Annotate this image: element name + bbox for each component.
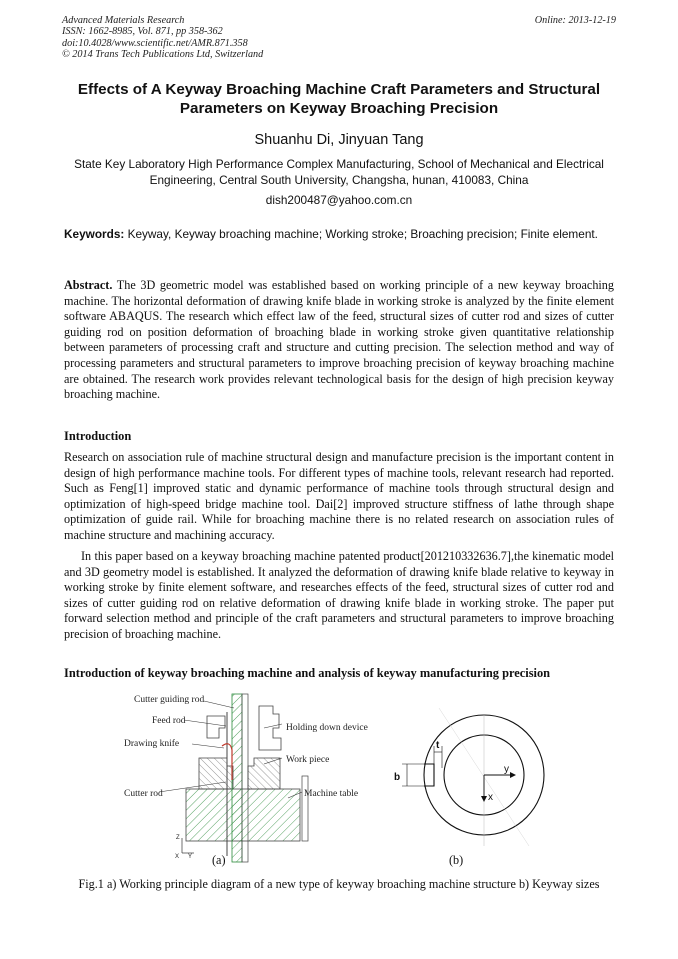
figure-1 [64, 686, 614, 871]
keywords [64, 227, 614, 242]
section-heading-machine: Introduction of keyway broaching machine and analysis of keyway manufacturing precision [64, 666, 551, 680]
affiliation: State Key Laboratory High Performance Complex Manufacturing, School of Mechanical and Electrical Engineering, Central South University, Changsha, hunan, 410083, China [74, 157, 604, 187]
work-piece-right [248, 758, 280, 789]
subcaption-b: (b) [449, 853, 464, 867]
cutter-guiding-rod-shape [232, 694, 242, 862]
label-cutter-guiding-rod: Cutter guiding rod [134, 695, 205, 705]
axis-label-y: Y [188, 854, 193, 860]
label-work-piece: Work piece [286, 755, 330, 765]
keywords-text: Keyway, Keyway broaching machine; Working stroke; Broaching precision; Finite element. [124, 227, 598, 241]
subcaption-a: (a) [212, 853, 226, 867]
holding-down-device-shape [259, 706, 281, 750]
introduction-paragraph-1: Research on association rule of machine structural design and manufacture precision is the important content in design of high performance machine tools. For different types of machine tools, relevant research had reported. Such as Feng[1] improved static and dynamic performance of machine tools through structural design and optimization of high-speed bridge machine tool. Dai[2] improved structure stiffness of lathe through shape optimization of guide rail. While for broaching machine there is no related research on association rules of machine structure and machining accuracy. [64, 450, 614, 542]
machine-table-shape [186, 789, 300, 841]
abstract-label: Abstract. [64, 278, 113, 292]
doi-line: doi:10.4028/www.scientific.net/AMR.871.358 [62, 37, 248, 49]
author-email: dish200487@yahoo.com.cn [265, 193, 413, 207]
authors: Shuanhu Di, Jinyuan Tang [254, 132, 424, 148]
work-piece-left [199, 758, 233, 789]
issn-line: ISSN: 1662-8985, Vol. 871, pp 358-362 [62, 26, 223, 38]
figure-1-drawing [64, 686, 614, 871]
label-t: t [436, 740, 440, 751]
label-b: b [394, 772, 401, 783]
label-cutter-rod: Cutter rod [124, 789, 163, 799]
axis-label-z: Z [176, 835, 180, 841]
abstract [64, 278, 614, 403]
label-x: x [488, 792, 493, 803]
label-drawing-knife: Drawing knife [124, 739, 180, 749]
axis-label-x: X [175, 854, 180, 860]
introduction-paragraph-2: In this paper based on a keyway broaching machine patented product[201210332636.7],the kinematic model and 3D geometry model is established. It analyzed the deformation of drawing knife blade relative to keyway in working stroke by finite element software, and researches effects of the feed, structural sizes of cutter rod and sizes of cutter guiding rod on relative deformation of drawing knife blade in working stroke. The paper put forward selection method and principle of the craft parameters and structural parameters to improve broaching precision of broaching machine. [64, 549, 614, 641]
page-header [62, 15, 616, 61]
figure-1-caption: Fig.1 a) Working principle diagram of a new type of keyway broaching machine structure b) Keyway sizes [78, 877, 600, 891]
label-holding-down-device: Holding down device [286, 723, 368, 733]
journal-name: Advanced Materials Research [62, 15, 185, 26]
label-y: y [504, 764, 509, 775]
paper-title: Effects of A Keyway Broaching Machine Craft Parameters and Structural Parameters on Keyway Broaching Precision [77, 81, 601, 117]
keywords-label: Keywords: [64, 227, 125, 241]
introduction-heading: Introduction [64, 429, 132, 443]
online-date: Online: 2013-12-19 [534, 15, 616, 26]
abstract-text: The 3D geometric model was established based on working principle of a new keyway broaching machine. The horizontal deformation of drawing knife blade in working stroke is analyzed by the finite element software ABAQUS. The research which effect law of the feed, structural sizes of cutter rod and sizes of cutter guiding rod on position deformation of broaching blade in working stroke given quantitative relationship between parameters of processing craft and structure and cutting precision. The selection method and way of processing parameters and structural parameters to improve broaching precision of keyway broaching machine are obtained. The research work provides relevant technological basis for the design of high precision keyway broaching machine. [64, 278, 614, 402]
copyright-line: © 2014 Trans Tech Publications Ltd, Switzerland [62, 49, 264, 61]
label-feed-rod: Feed rod [152, 716, 186, 726]
keyway-sizes-diagram [402, 708, 544, 846]
label-machine-table: Machine table [304, 789, 359, 799]
